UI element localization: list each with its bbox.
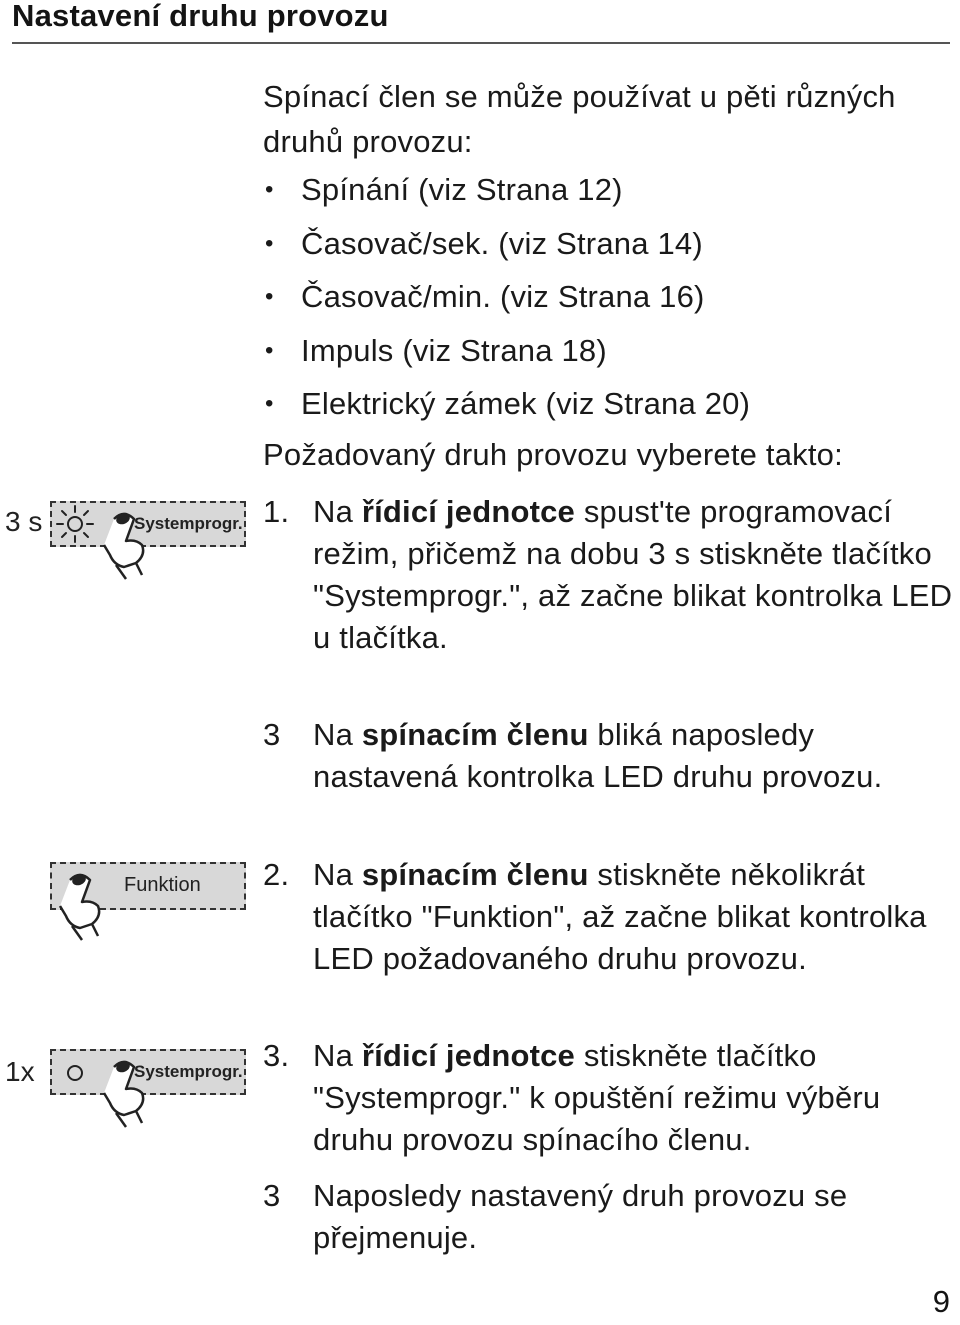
press-count-label: 1x — [5, 1056, 35, 1087]
step-1 — [263, 491, 953, 659]
title-rule — [12, 42, 950, 44]
duration-label: 3 s — [5, 506, 43, 537]
step-3 — [263, 1035, 953, 1161]
step-text — [313, 1035, 953, 1161]
select-instruction: Požadovaný druh provozu vyberete takto: — [263, 437, 843, 472]
step-pre: Na — [313, 494, 362, 529]
step-pre: Na — [313, 857, 362, 892]
systemprogr-button-label: Systemprogr. — [134, 514, 243, 533]
funktion-button-label: Funktion — [124, 874, 201, 896]
step-post: spust'te programovací režim, přičemž na dobu 3 s stiskněte tlačítko "Systemprogr.", až začne blikat kontrolka LED u tlačítka. — [313, 494, 953, 655]
step-post: bliká naposledy nastavená kontrolka LED druhu provozu. — [313, 717, 883, 794]
step-number: 1. — [263, 494, 290, 529]
step-text — [313, 1175, 953, 1259]
page-title: Nastavení druhu provozu — [12, 0, 389, 33]
step-post: stiskněte tlačítko "Systemprogr." k opuštění režimu výběru druhu provozu spínacího členu. — [313, 1038, 881, 1157]
systemprogr-panel-1 — [50, 501, 246, 547]
step-number: 2. — [263, 857, 290, 892]
step-pre: Na — [313, 1038, 362, 1073]
step-bold: spínacím členu — [361, 857, 589, 892]
mode-list — [263, 163, 750, 431]
step-text — [313, 491, 953, 659]
step-result-2 — [263, 1175, 953, 1259]
systemprogr-panel-2 — [50, 1049, 246, 1095]
step-number: 3 — [263, 1178, 281, 1213]
list-item: • Časovač/sek. (viz Strana 14) — [263, 217, 750, 271]
step-bold: řídicí jednotce — [361, 494, 576, 529]
step-pre: Na — [313, 717, 362, 752]
step-number: 3 — [263, 717, 281, 752]
list-item: • Spínání (viz Strana 12) — [263, 163, 750, 217]
step-number: 3. — [263, 1038, 290, 1073]
step-post: stiskněte několikrát tlačítko "Funktion", až začne blikat kontrolka LED požadovaného druhu provozu. — [313, 857, 927, 976]
step-bold: spínacím členu — [361, 717, 589, 752]
step-text — [313, 714, 953, 798]
list-item: • Časovač/min. (viz Strana 16) — [263, 270, 750, 324]
systemprogr-button-label: Systemprogr. — [134, 1062, 243, 1081]
step-result-1 — [263, 714, 953, 798]
step-bold: řídicí jednotce — [361, 1038, 576, 1073]
list-item: • Elektrický zámek (viz Strana 20) — [263, 377, 750, 431]
page-number: 9 — [932, 1284, 950, 1319]
step-2 — [263, 854, 953, 980]
list-item: • Impuls (viz Strana 18) — [263, 324, 750, 378]
funktion-panel — [50, 862, 246, 910]
step-post: Naposledy nastavený druh provozu se přejmenuje. — [313, 1178, 848, 1255]
step-text — [313, 854, 953, 980]
intro-text: Spínací člen se může používat u pěti různých druhů provozu: — [263, 79, 896, 159]
